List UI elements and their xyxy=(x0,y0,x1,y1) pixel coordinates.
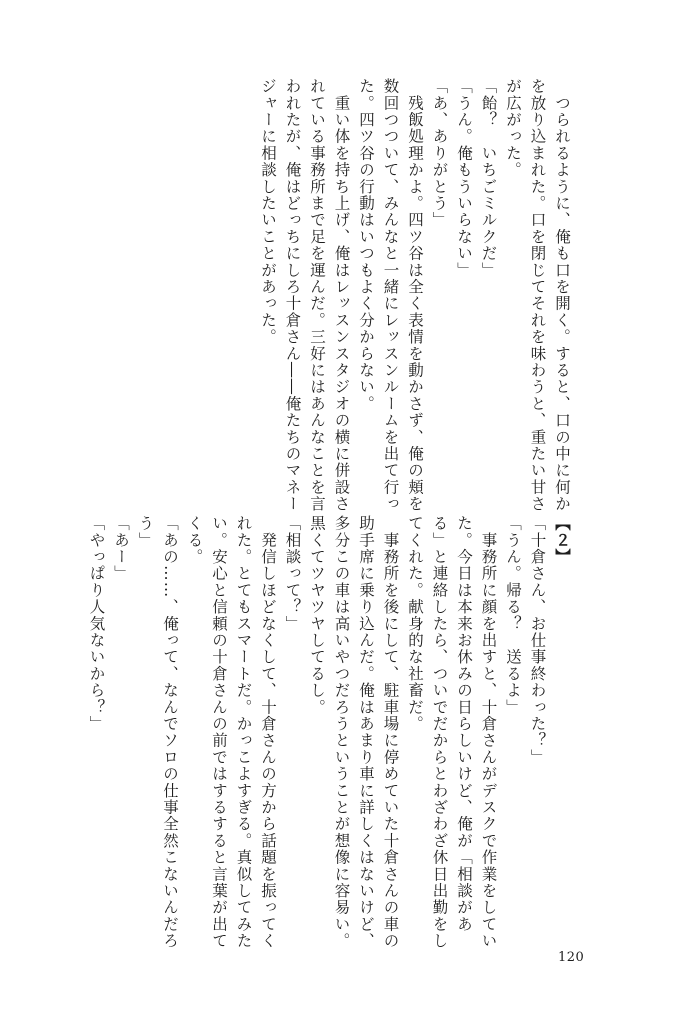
text-line: われたが、俺はどっちにしろ十倉さん――俺たちのマネー xyxy=(283,78,302,513)
text-line: 事務所を後にして、駐車場に停めていた十倉さんの車の xyxy=(381,515,400,950)
text-line: る」と連絡したら、ついでだからとわざわざ休日出勤をし xyxy=(430,515,449,950)
text-line: れている事務所まで足を運んだ。三好にはあんなことを言 xyxy=(308,78,326,513)
text-line: 重い体を持ち上げ、俺はレッスンスタジオの横に併設さ xyxy=(332,78,351,513)
text-line: 残飯処理かよ。四ツ谷は全く表情を動かさず、俺の頬を xyxy=(406,78,424,513)
text-line: くる。 xyxy=(185,515,204,566)
text-line: 「やっぱり人気ないから？」 xyxy=(87,515,106,733)
text-line: 数回つついて、みんなと一緒にレッスンルームを出て行っ xyxy=(381,78,400,513)
text-line: 「うん。帰る？ 送るよ」 xyxy=(504,515,522,716)
text-line: ジャーに相談したいことがあった。 xyxy=(259,78,277,346)
text-line: つられるように、俺も口を開く。すると、口の中に何か xyxy=(553,78,571,513)
text-line: 「あー」 xyxy=(112,515,130,582)
text-line: 発信しほどなくして、十倉さんの方から話題を振ってく xyxy=(259,515,277,950)
text-line: 事務所に顔を出すと、十倉さんがデスクで作業をしてい xyxy=(479,515,498,950)
text-line: た。四ツ谷の行動はいつもよく分からない。 xyxy=(357,78,375,412)
page-number: 120 xyxy=(558,950,585,965)
text-line: を放り込まれた。口を閉じてそれを味わうと、重たい甘さ xyxy=(528,78,547,513)
text-line: い。安心と信頼の十倉さんの前ではするすると言葉が出て xyxy=(210,515,228,950)
text-line: 多分この車は高いやつだろうということが想像に容易い。 xyxy=(332,515,351,950)
text-line: 「あの……、俺って、なんでソロの仕事全然こないんだろ xyxy=(161,515,179,950)
text-line: 「うん。俺もういらない」 xyxy=(455,78,473,279)
text-line: た。今日は本来お休みの日らしいけど、俺が「相談があ xyxy=(455,515,473,933)
section-heading: 【２】 xyxy=(553,515,572,566)
text-line: が広がった。 xyxy=(504,78,522,179)
text-line: う」 xyxy=(136,515,155,549)
lower-text-block xyxy=(84,515,574,965)
text-line: 「あ、ありがとう」 xyxy=(430,78,449,229)
text-line: 「相談って？」 xyxy=(283,515,302,632)
text-line: 「十倉さん、お仕事終わった？」 xyxy=(528,515,547,766)
text-line: 「飴？ いちごミルクだ」 xyxy=(479,78,498,279)
text-line: れた。とてもスマートだ。かっこよすぎる。真似してみた xyxy=(234,515,253,950)
text-line: てくれた。献身的な社畜だ。 xyxy=(406,515,424,733)
text-line: 助手席に乗り込んだ。俺はあまり車に詳しくはないけど、 xyxy=(357,515,375,950)
upper-text-block xyxy=(256,78,575,518)
text-line: 黒くてツヤツヤしてるし。 xyxy=(308,515,326,716)
